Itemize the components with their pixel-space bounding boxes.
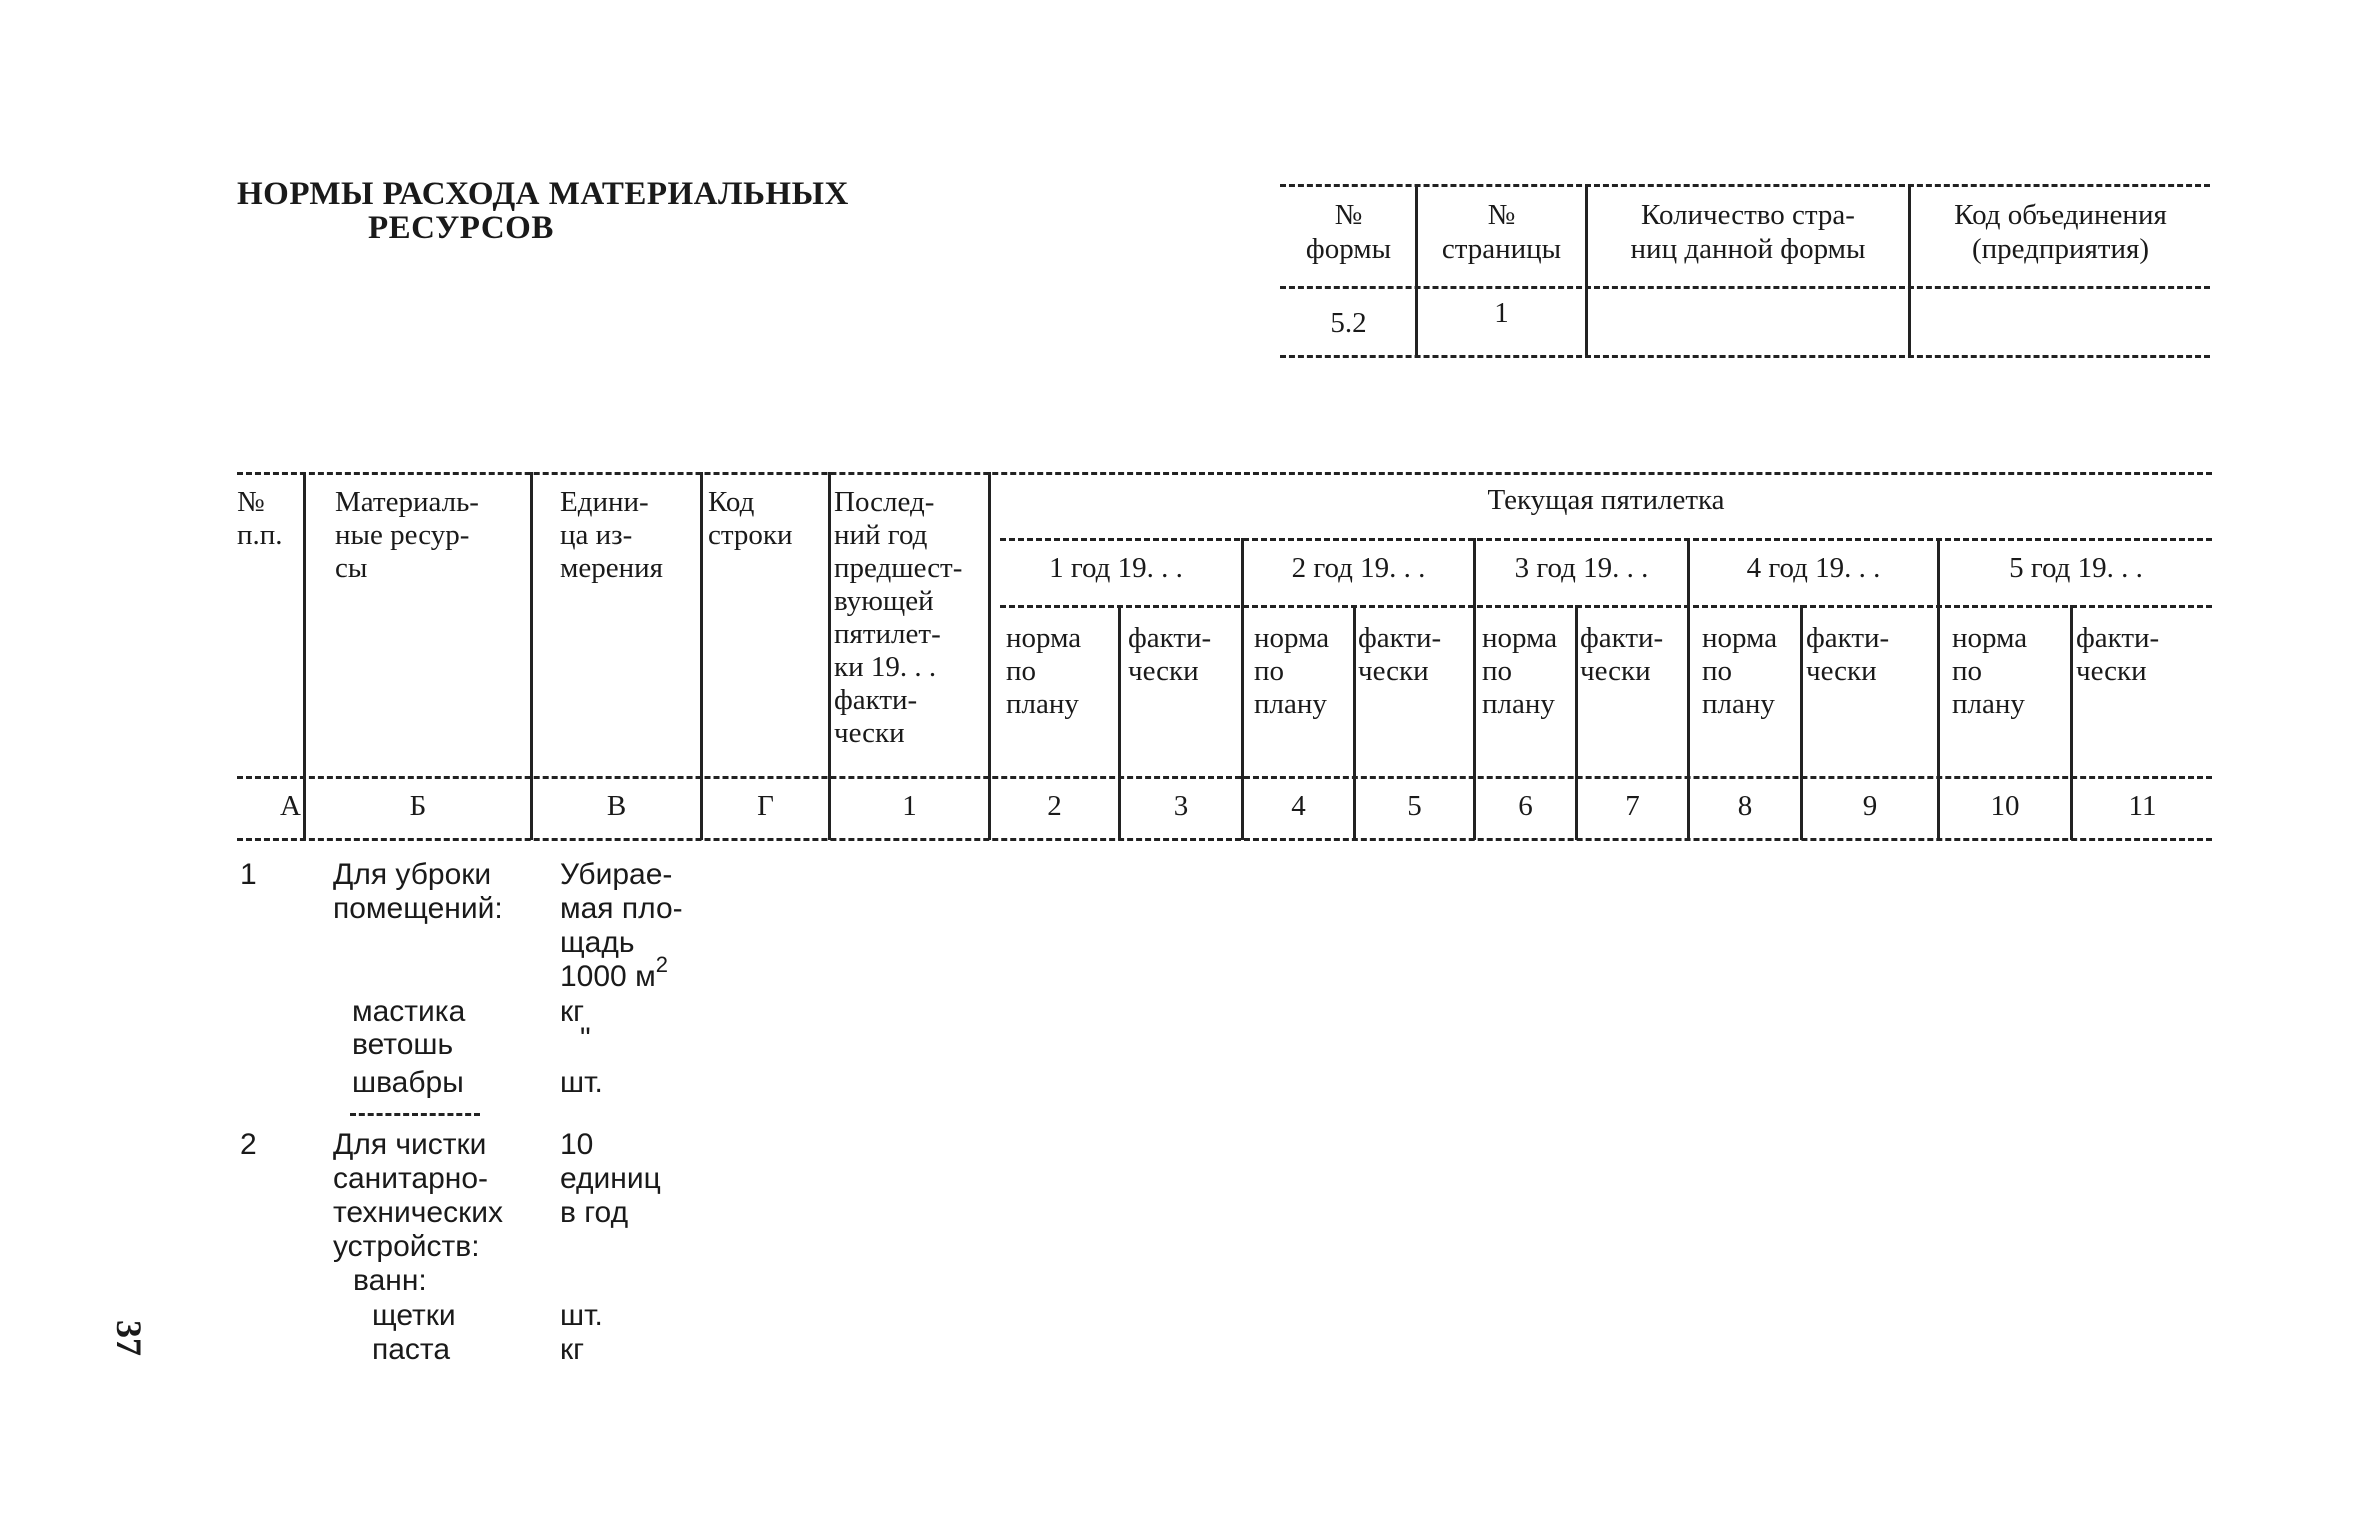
column-code: 11: [2128, 790, 2157, 822]
column-code: 2: [1047, 790, 1062, 822]
column-divider: [530, 472, 533, 840]
header-actual-2: факти- чески: [1358, 622, 1442, 687]
column-code: 8: [1737, 790, 1753, 822]
item-name: щетки: [372, 1299, 456, 1332]
row-separator: [350, 1113, 480, 1116]
row-unit: Убирае- мая пло- щадь 1000 $м^2$: [560, 858, 683, 993]
form-no-value: 5.2: [1330, 307, 1367, 339]
header-unit: Едини- ца из- мерения: [560, 486, 663, 584]
header-year-3: 3 год 19. . .: [1514, 552, 1649, 584]
row-unit: 10 единиц в год: [560, 1128, 661, 1229]
item-name: ветошь: [352, 1028, 454, 1061]
header-year-1: 1 год 19. . .: [1049, 552, 1183, 584]
document-title-line2: РЕСУРСОВ: [368, 210, 554, 246]
page-number: 37: [109, 1320, 149, 1356]
header-norm-1: норма по плану: [1006, 622, 1082, 720]
column-divider: [700, 472, 703, 840]
column-code: 4: [1291, 790, 1306, 822]
item-unit: ": [580, 1022, 591, 1055]
header-actual-5: факти- чески: [2076, 622, 2160, 687]
year-rule: [1000, 538, 2212, 541]
column-code: 10: [1990, 790, 2020, 822]
header-actual-3: факти- чески: [1580, 622, 1664, 687]
header-no: № п.п.: [237, 486, 283, 551]
subheader-rule: [1000, 605, 2212, 608]
column-code: 6: [1518, 790, 1533, 822]
column-code: Б: [409, 790, 427, 822]
org-code-header: Код объединения (предприятия): [1954, 199, 2167, 265]
form-info-mid-rule: [1280, 286, 2210, 289]
table-top-rule: [237, 472, 2212, 475]
page-count-header: Количество стра- ниц данной формы: [1630, 199, 1866, 265]
header-actual-1: факти- чески: [1128, 622, 1212, 687]
header-current-plan: Текущая пятилетка: [1487, 484, 1725, 516]
header-resources: Материаль- ные ресур- сы: [335, 486, 479, 584]
page-no-header: № страницы: [1441, 199, 1562, 265]
column-code: В: [606, 790, 627, 822]
column-code: 7: [1625, 790, 1640, 822]
form-info-bottom-rule: [1280, 355, 2210, 358]
header-last-year: Послед- ний год предшест- вующей пятилет- ки 19. . . факти- чески: [834, 486, 963, 749]
header-actual-4: факти- чески: [1806, 622, 1890, 687]
column-code: 5: [1407, 790, 1422, 822]
form-no-header: № формы: [1305, 199, 1392, 265]
column-code: 3: [1173, 790, 1189, 822]
item-name: швабры: [352, 1066, 464, 1099]
row-name: Для уброки помещений:: [333, 858, 503, 925]
row-number: 2: [240, 1128, 257, 1161]
item-name: паста: [372, 1333, 451, 1366]
item-unit: кг: [560, 995, 585, 1028]
item-name: мастика: [352, 995, 466, 1028]
header-norm-3: норма по плану: [1482, 622, 1558, 720]
column-code: 1: [902, 790, 917, 822]
form-info-top-rule: [1280, 184, 2210, 187]
header-norm-5: норма по плану: [1952, 622, 2028, 720]
item-unit: шт.: [560, 1066, 603, 1099]
column-code: А: [280, 790, 301, 822]
column-divider: [988, 472, 991, 840]
header-bottom-rule: [237, 776, 2212, 779]
column-divider: [828, 472, 831, 840]
page-no-value: 1: [1494, 297, 1509, 329]
header-year-2: 2 год 19. . .: [1291, 552, 1426, 584]
header-year-5: 5 год 19. . .: [2009, 552, 2143, 584]
row-name: Для чистки санитарно- технических устройств: ванн:: [333, 1128, 503, 1297]
item-unit: шт.: [560, 1299, 603, 1332]
document-title-line1: НОРМЫ РАСХОДА МАТЕРИАЛЬНЫХ: [237, 176, 849, 212]
column-code: 9: [1862, 790, 1878, 822]
column-code: Г: [757, 790, 774, 822]
codes-bottom-rule: [237, 838, 2212, 841]
header-norm-4: норма по плану: [1702, 622, 1778, 720]
header-norm-2: норма по плану: [1254, 622, 1330, 720]
header-row-code: Код строки: [708, 486, 793, 551]
item-unit: кг: [560, 1333, 585, 1366]
column-divider: [303, 472, 306, 840]
header-year-4: 4 год 19. . .: [1746, 552, 1881, 584]
row-number: 1: [240, 858, 257, 891]
